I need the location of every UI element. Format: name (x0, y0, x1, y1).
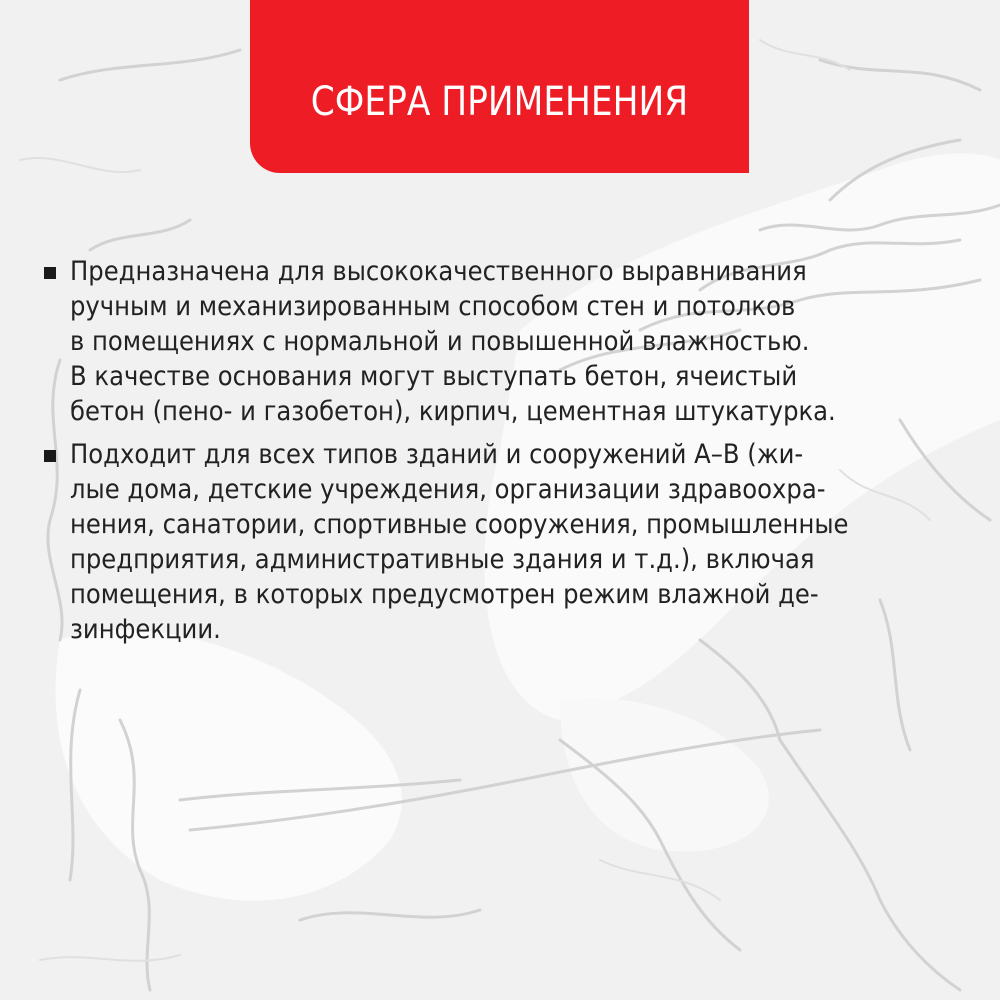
paragraph-line: лые дома, детские учреждения, организации здравоохра- (70, 474, 826, 505)
paragraph-line: предприятия, административные здания и т.д.), включая (70, 544, 815, 575)
paragraph-text (70, 254, 921, 429)
paragraph-line: зинфекции. (70, 614, 221, 645)
paragraph-line: В качестве основания могут выступать бетон, ячеистый (70, 361, 798, 392)
paragraph-line: Подходит для всех типов зданий и сооружений А–В (жи- (70, 439, 804, 470)
paragraph-line: в помещениях с нормальной и повышенной влажностью. (70, 326, 810, 357)
paragraph-line: ручным и механизированным способом стен и потолков (70, 291, 796, 322)
paragraph-line: нения, санатории, спортивные сооружения, промышленные (70, 509, 849, 540)
square-bullet-icon (44, 267, 56, 279)
square-bullet-icon (44, 450, 56, 462)
section-title: СФЕРА ПРИМЕНЕНИЯ (310, 78, 689, 125)
paragraph-text (70, 437, 935, 647)
bullet-paragraph-buildings (40, 437, 940, 647)
paragraph-line: помещения, в которых предусмотрен режим влажной де- (70, 579, 819, 610)
bullet-paragraph-purpose (40, 254, 940, 429)
content-body (40, 254, 940, 655)
paragraph-line: Предназначена для высококачественного выравнивания (70, 256, 807, 287)
section-header-banner (250, 0, 749, 173)
paragraph-line: бетон (пено- и газобетон), кирпич, цементная штукатурка. (70, 396, 836, 427)
